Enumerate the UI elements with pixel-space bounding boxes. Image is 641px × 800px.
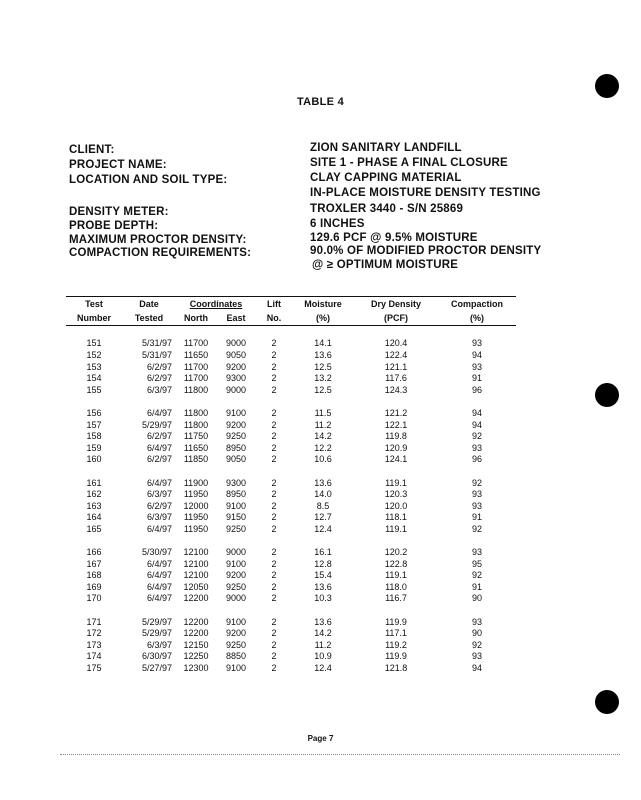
- cell-dry-density: 120.2: [384, 547, 408, 558]
- cell-lift: 2: [271, 570, 277, 581]
- cell-moisture: 14.2: [314, 431, 332, 442]
- table-row: [66, 419, 516, 431]
- cell-east: 9250: [225, 581, 247, 592]
- cell-dry-density: 120.4: [384, 338, 408, 349]
- col-lift: Lift: [267, 299, 281, 309]
- punch-hole: [595, 690, 619, 714]
- cell-moisture: 12.7: [314, 512, 332, 523]
- cell-compaction: 93: [471, 651, 482, 662]
- cell-dry-density: 119.1: [385, 570, 407, 581]
- table-row: [66, 500, 516, 512]
- cell-moisture: 13.2: [314, 373, 332, 384]
- cell-dry-density: 120.9: [384, 442, 408, 453]
- cell-compaction: 93: [471, 616, 482, 627]
- cell-east: 9100: [225, 663, 247, 674]
- cell-date-tested: 5/29/97: [141, 616, 172, 627]
- cell-dry-density: 121.2: [384, 407, 408, 418]
- cell-east: 9000: [225, 593, 247, 604]
- col-test: Test: [85, 299, 103, 309]
- cell-north: 11950: [183, 512, 209, 523]
- cell-north: 12200: [183, 616, 209, 627]
- scan-artifact-line: [60, 754, 620, 755]
- col-date-sub: Tested: [134, 313, 164, 323]
- cell-moisture: 13.6: [314, 581, 332, 592]
- cell-compaction: 93: [471, 338, 482, 349]
- cell-date-tested: 6/2/97: [146, 361, 172, 372]
- table-row: [66, 627, 516, 639]
- cell-dry-density: 118.0: [385, 581, 407, 592]
- cell-east: 9200: [225, 361, 247, 372]
- cell-test-number: 169: [86, 581, 102, 592]
- cell-moisture: 12.4: [314, 663, 332, 674]
- cell-moisture: 14.0: [314, 489, 332, 500]
- cell-compaction: 92: [471, 431, 482, 442]
- cell-moisture: 14.2: [314, 628, 332, 639]
- cell-lift: 2: [271, 338, 277, 349]
- table-title: TABLE 4: [296, 96, 345, 108]
- cell-dry-density: 119.8: [385, 431, 407, 442]
- max-proctor-value: 129.6 PCF @ 9.5% MOISTURE: [310, 232, 478, 244]
- cell-date-tested: 5/31/97: [141, 338, 172, 349]
- cell-date-tested: 6/2/97: [146, 373, 172, 384]
- col-moisture: Moisture: [304, 299, 342, 309]
- cell-east: 9250: [225, 431, 247, 442]
- cell-east: 9000: [225, 384, 247, 395]
- cell-lift: 2: [271, 361, 277, 372]
- cell-date-tested: 5/29/97: [141, 628, 172, 639]
- cell-dry-density: 119.9: [385, 616, 407, 627]
- cell-lift: 2: [271, 639, 277, 650]
- cell-dry-density: 116.7: [385, 593, 407, 604]
- table-row: [66, 593, 516, 605]
- cell-test-number: 152: [86, 349, 102, 360]
- cell-east: 9000: [225, 338, 247, 349]
- cell-north: 12100: [183, 558, 209, 569]
- group-spacer: [66, 326, 516, 338]
- cell-east: 9200: [225, 419, 247, 430]
- cell-north: 11800: [183, 384, 209, 395]
- cell-east: 9200: [225, 570, 247, 581]
- cell-dry-density: 117.1: [385, 628, 407, 639]
- cell-moisture: 16.1: [314, 547, 332, 558]
- cell-date-tested: 6/3/97: [146, 512, 172, 523]
- table-row: [66, 651, 516, 663]
- cell-north: 11700: [183, 361, 209, 372]
- density-meter-label: DENSITY METER:: [69, 206, 169, 218]
- cell-date-tested: 6/4/97: [146, 477, 172, 488]
- col-east: East: [226, 313, 246, 323]
- cell-test-number: 173: [86, 639, 102, 650]
- cell-moisture: 12.2: [314, 442, 332, 453]
- cell-compaction: 93: [471, 442, 482, 453]
- cell-moisture: 12.5: [314, 361, 332, 372]
- cell-moisture: 11.2: [314, 639, 332, 650]
- cell-date-tested: 6/4/97: [146, 593, 172, 604]
- cell-date-tested: 5/31/97: [141, 349, 172, 360]
- table-row: [66, 569, 516, 581]
- cell-test-number: 156: [86, 407, 102, 418]
- col-compaction-sub: (%): [470, 313, 484, 323]
- compaction-req-label: COMPACTION REQUIREMENTS:: [69, 247, 252, 259]
- cell-north: 12250: [183, 651, 209, 662]
- group-spacer: [66, 604, 516, 616]
- cell-north: 11700: [183, 338, 209, 349]
- cell-test-number: 151: [86, 338, 102, 349]
- group-spacer: [66, 396, 516, 408]
- compaction-req-value: 90.0% OF MODIFIED PROCTOR DENSITY: [310, 245, 542, 257]
- cell-east: 9100: [225, 407, 247, 418]
- cell-dry-density: 120.0: [384, 500, 408, 511]
- cell-north: 12200: [183, 593, 209, 604]
- cell-lift: 2: [271, 454, 277, 465]
- col-north: North: [184, 313, 208, 323]
- cell-lift: 2: [271, 628, 277, 639]
- col-moisture-sub: (%): [316, 313, 330, 323]
- cell-test-number: 171: [86, 616, 102, 627]
- cell-dry-density: 122.8: [384, 558, 408, 569]
- cell-north: 11850: [183, 454, 209, 465]
- table-row: [66, 372, 516, 384]
- cell-dry-density: 122.1: [384, 419, 408, 430]
- moisture-req-value: @ ≥ OPTIMUM MOISTURE: [312, 259, 459, 271]
- cell-moisture: 11.2: [314, 419, 332, 430]
- cell-moisture: 11.5: [314, 407, 332, 418]
- cell-north: 12200: [183, 628, 209, 639]
- table-row: [66, 581, 516, 593]
- cell-compaction: 93: [471, 361, 482, 372]
- probe-depth-label: PROBE DEPTH:: [69, 220, 159, 232]
- cell-compaction: 92: [471, 570, 482, 581]
- cell-test-number: 165: [86, 523, 102, 534]
- cell-north: 12300: [183, 663, 209, 674]
- cell-dry-density: 120.3: [384, 489, 408, 500]
- cell-date-tested: 6/4/97: [146, 442, 172, 453]
- cell-date-tested: 6/2/97: [146, 454, 172, 465]
- cell-date-tested: 6/30/97: [141, 651, 172, 662]
- cell-dry-density: 124.3: [384, 384, 408, 395]
- cell-date-tested: 6/3/97: [146, 489, 172, 500]
- max-proctor-label: MAXIMUM PROCTOR DENSITY:: [69, 234, 247, 246]
- cell-compaction: 93: [471, 547, 482, 558]
- table-row: [66, 488, 516, 500]
- col-coordinates: Coordinates: [189, 299, 243, 309]
- cell-dry-density: 124.1: [384, 454, 408, 465]
- cell-north: 11950: [183, 489, 209, 500]
- group-spacer: [66, 465, 516, 477]
- cell-dry-density: 122.4: [384, 349, 408, 360]
- cell-lift: 2: [271, 407, 277, 418]
- cell-lift: 2: [271, 616, 277, 627]
- cell-compaction: 93: [471, 500, 482, 511]
- cell-compaction: 91: [471, 581, 482, 592]
- cell-test-number: 164: [86, 512, 102, 523]
- cell-compaction: 94: [471, 407, 482, 418]
- cell-east: 9050: [225, 454, 247, 465]
- cell-dry-density: 119.9: [385, 651, 407, 662]
- cell-moisture: 13.6: [314, 349, 332, 360]
- cell-north: 11800: [183, 419, 209, 430]
- table-row: [66, 407, 516, 419]
- cell-east: 9250: [225, 523, 247, 534]
- cell-lift: 2: [271, 373, 277, 384]
- cell-moisture: 14.1: [314, 338, 332, 349]
- cell-lift: 2: [271, 477, 277, 488]
- cell-north: 11650: [183, 442, 209, 453]
- cell-date-tested: 5/30/97: [141, 547, 172, 558]
- cell-test-number: 161: [86, 477, 102, 488]
- cell-test-number: 158: [86, 431, 102, 442]
- cell-lift: 2: [271, 442, 277, 453]
- cell-lift: 2: [271, 651, 277, 662]
- cell-test-number: 157: [86, 419, 102, 430]
- table-row: [66, 662, 516, 674]
- cell-east: 9100: [225, 500, 247, 511]
- cell-test-number: 175: [86, 663, 102, 674]
- cell-north: 12000: [183, 500, 209, 511]
- project-name-value: SITE 1 - PHASE A FINAL CLOSURE: [310, 157, 508, 169]
- cell-lift: 2: [271, 523, 277, 534]
- cell-moisture: 15.4: [314, 570, 332, 581]
- cell-compaction: 96: [471, 384, 482, 395]
- cell-lift: 2: [271, 431, 277, 442]
- cell-date-tested: 6/4/97: [146, 570, 172, 581]
- cell-lift: 2: [271, 593, 277, 604]
- col-test-sub: Number: [76, 313, 111, 323]
- cell-north: 12050: [183, 581, 209, 592]
- cell-east: 9200: [225, 628, 247, 639]
- cell-east: 8950: [225, 442, 247, 453]
- cell-moisture: 10.9: [314, 651, 332, 662]
- cell-date-tested: 6/2/97: [146, 500, 172, 511]
- cell-test-number: 167: [86, 558, 102, 569]
- cell-east: 9050: [225, 349, 247, 360]
- cell-lift: 2: [271, 581, 277, 592]
- table-row: [66, 477, 516, 489]
- cell-east: 9000: [225, 547, 247, 558]
- cell-moisture: 12.8: [314, 558, 332, 569]
- cell-lift: 2: [271, 384, 277, 395]
- col-lift-sub: No.: [266, 313, 282, 323]
- cell-test-number: 154: [86, 373, 102, 384]
- group-spacer: [66, 535, 516, 547]
- cell-test-number: 155: [86, 384, 102, 395]
- cell-test-number: 166: [86, 547, 102, 558]
- cell-north: 11700: [183, 373, 209, 384]
- client-label: CLIENT:: [69, 144, 115, 156]
- cell-compaction: 95: [471, 558, 482, 569]
- cell-test-number: 168: [86, 570, 102, 581]
- cell-test-number: 170: [86, 593, 102, 604]
- cell-moisture: 8.5: [316, 500, 330, 511]
- cell-moisture: 12.4: [314, 523, 332, 534]
- cell-dry-density: 119.1: [385, 523, 407, 534]
- cell-test-number: 172: [86, 628, 102, 639]
- cell-date-tested: 5/29/97: [141, 419, 172, 430]
- table-row: [66, 349, 516, 361]
- table-row: [66, 430, 516, 442]
- cell-dry-density: 119.2: [385, 639, 407, 650]
- table-row: [66, 558, 516, 570]
- page-number: Page 7: [307, 734, 334, 743]
- cell-date-tested: 5/27/97: [141, 663, 172, 674]
- cell-compaction: 90: [471, 628, 482, 639]
- cell-north: 11750: [183, 431, 209, 442]
- cell-moisture: 10.6: [314, 454, 332, 465]
- cell-north: 11650: [183, 349, 209, 360]
- cell-moisture: 13.6: [314, 616, 332, 627]
- cell-east: 8950: [225, 489, 247, 500]
- project-name-label: PROJECT NAME:: [69, 159, 167, 171]
- punch-hole: [595, 383, 619, 407]
- col-date: Date: [139, 299, 159, 309]
- cell-dry-density: 118.1: [385, 512, 407, 523]
- cell-lift: 2: [271, 489, 277, 500]
- cell-test-number: 159: [86, 442, 102, 453]
- cell-east: 9100: [225, 616, 247, 627]
- density-test-table: [66, 296, 516, 674]
- table-row: [66, 639, 516, 651]
- table-row: [66, 442, 516, 454]
- probe-depth-value: 6 INCHES: [310, 218, 365, 230]
- cell-east: 9250: [225, 639, 247, 650]
- cell-compaction: 92: [471, 477, 482, 488]
- location-soil-value: CLAY CAPPING MATERIAL: [310, 172, 462, 184]
- cell-north: 11800: [183, 407, 209, 418]
- table-row: [66, 454, 516, 466]
- col-dry-sub: (PCF): [384, 313, 408, 323]
- cell-moisture: 12.5: [314, 384, 332, 395]
- cell-compaction: 92: [471, 639, 482, 650]
- cell-compaction: 94: [471, 663, 482, 674]
- cell-date-tested: 6/4/97: [146, 558, 172, 569]
- cell-dry-density: 121.8: [384, 663, 408, 674]
- cell-dry-density: 119.1: [385, 477, 407, 488]
- cell-lift: 2: [271, 419, 277, 430]
- col-compaction: Compaction: [450, 299, 503, 309]
- cell-north: 11900: [183, 477, 209, 488]
- cell-north: 12150: [183, 639, 209, 650]
- cell-moisture: 10.3: [314, 593, 332, 604]
- testing-type-value: IN-PLACE MOISTURE DENSITY TESTING: [310, 187, 541, 199]
- table-row: [66, 546, 516, 558]
- cell-moisture: 13.6: [314, 477, 332, 488]
- cell-date-tested: 6/4/97: [146, 407, 172, 418]
- cell-east: 9100: [225, 558, 247, 569]
- cell-east: 9150: [225, 512, 247, 523]
- client-value: ZION SANITARY LANDFILL: [310, 142, 462, 154]
- table-row: [66, 361, 516, 373]
- location-soil-label: LOCATION AND SOIL TYPE:: [69, 174, 228, 186]
- cell-test-number: 174: [86, 651, 102, 662]
- cell-compaction: 96: [471, 454, 482, 465]
- cell-north: 12100: [183, 570, 209, 581]
- cell-compaction: 90: [471, 593, 482, 604]
- cell-date-tested: 6/3/97: [146, 639, 172, 650]
- cell-lift: 2: [271, 349, 277, 360]
- cell-lift: 2: [271, 500, 277, 511]
- col-dry-density: Dry Density: [370, 299, 422, 309]
- table-row: [66, 616, 516, 628]
- cell-lift: 2: [271, 547, 277, 558]
- density-meter-value: TROXLER 3440 - S/N 25869: [310, 203, 464, 215]
- cell-date-tested: 6/2/97: [146, 431, 172, 442]
- cell-dry-density: 121.1: [384, 361, 408, 372]
- cell-east: 9300: [225, 477, 247, 488]
- cell-north: 11950: [183, 523, 209, 534]
- cell-compaction: 91: [471, 512, 482, 523]
- cell-compaction: 94: [471, 419, 482, 430]
- cell-east: 8850: [225, 651, 247, 662]
- cell-test-number: 153: [86, 361, 102, 372]
- cell-lift: 2: [271, 512, 277, 523]
- cell-compaction: 92: [471, 523, 482, 534]
- cell-compaction: 91: [471, 373, 482, 384]
- cell-east: 9300: [225, 373, 247, 384]
- cell-dry-density: 117.6: [385, 373, 407, 384]
- cell-date-tested: 6/4/97: [146, 581, 172, 592]
- cell-lift: 2: [271, 663, 277, 674]
- table-row: [66, 512, 516, 524]
- punch-hole: [595, 74, 619, 98]
- cell-north: 12100: [183, 547, 209, 558]
- cell-test-number: 160: [86, 454, 102, 465]
- cell-lift: 2: [271, 558, 277, 569]
- cell-date-tested: 6/3/97: [146, 384, 172, 395]
- table-row: [66, 338, 516, 350]
- table-row: [66, 384, 516, 396]
- cell-test-number: 163: [86, 500, 102, 511]
- cell-compaction: 94: [471, 349, 482, 360]
- table-row: [66, 523, 516, 535]
- cell-date-tested: 6/4/97: [146, 523, 172, 534]
- cell-compaction: 93: [471, 489, 482, 500]
- cell-test-number: 162: [86, 489, 102, 500]
